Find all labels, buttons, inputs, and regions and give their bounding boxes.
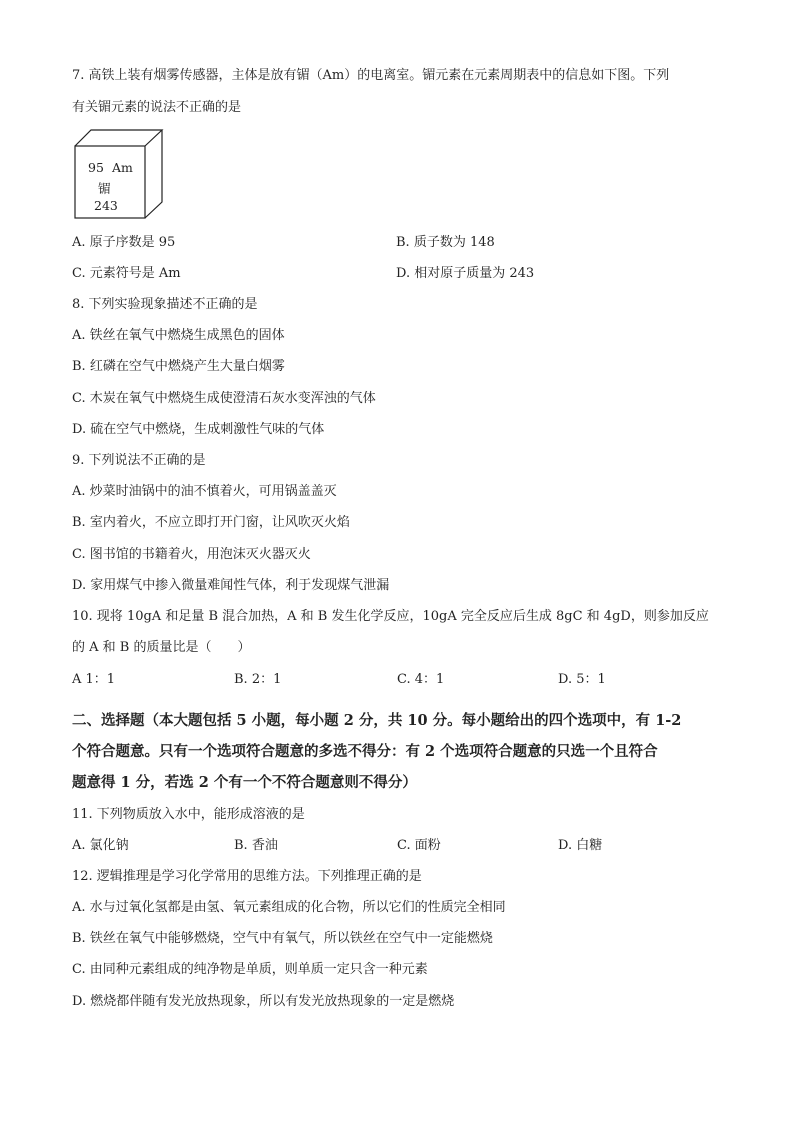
q11-stem: 11. 下列物质放入水中，能形成溶液的是 — [72, 807, 305, 822]
q8-stem: 8. 下列实验现象描述不正确的是 — [72, 297, 258, 312]
q12-stem: 12. 逻辑推理是学习化学常用的思维方法。下列推理正确的是 — [72, 869, 422, 884]
element-atomic-mass: 243 — [94, 198, 118, 213]
element-atomic-number: 95 — [88, 160, 104, 175]
q8-option-b: B. 红磷在空气中燃烧产生大量白烟雾 — [72, 359, 285, 374]
q7-option-d: D. 相对原子质量为 243 — [396, 266, 535, 281]
q12-option-a: A. 水与过氧化氢都是由氢、氧元素组成的化合物，所以它们的性质完全相同 — [72, 900, 506, 915]
q10-stem-line1: 10. 现将 10gA 和足量 B 混合加热，A 和 B 发生化学反应，10gA 完全反应后生成 8gC 和 4gD，则参加反应 — [72, 609, 709, 624]
section2-heading-line1: 二、选择题（本大题包括 5 小题，每小题 2 分，共 10 分。每小题给出的四个选项中，有 1-2 — [72, 712, 682, 729]
section2-heading-line3: 题意得 1 分，若选 2 个有一个不符合题意则不得分） — [72, 774, 417, 791]
q9-stem: 9. 下列说法不正确的是 — [72, 453, 206, 468]
q9-option-c: C. 图书馆的书籍着火，用泡沫灭火器灭火 — [72, 547, 311, 562]
q10-stem-line2: 的 A 和 B 的质量比是（ ） — [72, 640, 251, 655]
q10-option-c: C. 4：1 — [397, 672, 445, 687]
element-cell-figure — [74, 128, 164, 220]
q11-option-a: A. 氯化钠 — [72, 838, 129, 853]
q12-option-b: B. 铁丝在氧气中能够燃烧，空气中有氧气，所以铁丝在空气中一定能燃烧 — [72, 931, 493, 946]
section2-heading-line2: 个符合题意。只有一个选项符合题意的多选不得分：有 2 个选项符合题意的只选一个且符合 — [72, 743, 658, 760]
q9-option-b: B. 室内着火，不应立即打开门窗，让风吹灭火焰 — [72, 515, 350, 530]
q9-option-a: A. 炒菜时油锅中的油不慎着火，可用锅盖盖灭 — [72, 484, 337, 499]
q8-option-a: A. 铁丝在氧气中燃烧生成黑色的固体 — [72, 328, 285, 343]
q7-option-b: B. 质子数为 148 — [396, 235, 495, 250]
q12-option-c: C. 由同种元素组成的纯净物是单质，则单质一定只含一种元素 — [72, 962, 428, 977]
q7-stem-line1: 7. 高铁上装有烟雾传感器，主体是放有镅（Am）的电离室。镅元素在元素周期表中的信息如下图。下列 — [72, 68, 670, 83]
element-symbol: Am — [112, 160, 133, 175]
q7-option-a: A. 原子序数是 95 — [72, 235, 176, 250]
q10-option-a: A 1：1 — [72, 672, 116, 687]
q8-option-c: C. 木炭在氧气中燃烧生成使澄清石灰水变浑浊的气体 — [72, 391, 376, 406]
q7-stem-line2: 有关镅元素的说法不正确的是 — [72, 100, 242, 115]
q11-option-b: B. 香油 — [234, 838, 278, 853]
q9-option-d: D. 家用煤气中掺入微量难闻性气体，利于发现煤气泄漏 — [72, 578, 390, 593]
q12-option-d: D. 燃烧都伴随有发光放热现象，所以有发光放热现象的一定是燃烧 — [72, 994, 455, 1009]
q8-option-d: D. 硫在空气中燃烧，生成刺激性气味的气体 — [72, 422, 325, 437]
q11-option-d: D. 白糖 — [558, 838, 603, 853]
q10-option-d: D. 5：1 — [558, 672, 606, 687]
element-name: 镅 — [98, 181, 111, 196]
q7-option-c: C. 元素符号是 Am — [72, 266, 181, 281]
q11-option-c: C. 面粉 — [397, 838, 441, 853]
q10-option-b: B. 2：1 — [234, 672, 282, 687]
